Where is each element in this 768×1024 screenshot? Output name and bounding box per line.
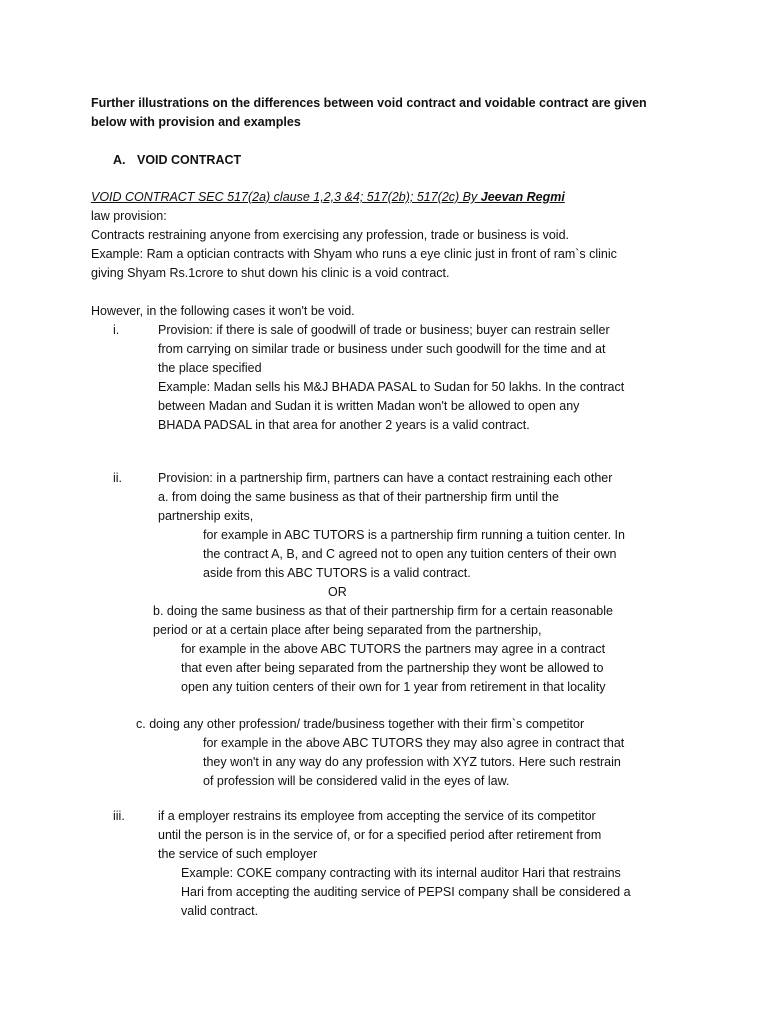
- section-title: VOID CONTRACT: [136, 153, 242, 167]
- example-line: valid contract.: [181, 904, 259, 918]
- byline-author: Jeevan Regmi: [480, 190, 565, 204]
- item-numeral: i.: [113, 323, 120, 337]
- item-line: between Madan and Sudan it is written Madan won't be allowed to open any: [158, 399, 580, 413]
- item-ii-c: c. doing any other profession/ trade/business together with their firm`s competitor: [136, 717, 585, 731]
- example-line: they won't in any way do any profession with XYZ tutors. Here such restrain: [203, 755, 621, 769]
- item-ii-example-b: [181, 640, 606, 697]
- item-ii-body: [158, 469, 612, 526]
- example-line: of profession will be considered valid in the eyes of law.: [203, 774, 510, 788]
- item-line: period or at a certain place after being separated from the partnership,: [153, 623, 542, 637]
- heading-line: Further illustrations on the differences between void contract and voidable contract are given: [91, 96, 647, 110]
- provision-text: Contracts restraining anyone from exercising any profession, trade or business is void.: [91, 228, 570, 242]
- item-numeral: iii.: [113, 809, 125, 823]
- item-line: from carrying on similar trade or business under such goodwill for the time and at: [158, 342, 606, 356]
- item-line: Provision: in a partnership firm, partners can have a contact restraining each other: [158, 471, 613, 485]
- law-provision-label: law provision:: [91, 209, 167, 223]
- byline: [91, 188, 617, 207]
- item-line: until the person is in the service of, or for a specified period after retirement from: [158, 828, 602, 842]
- example-line: open any tuition centers of their own for 1 year from retirement in that locality: [181, 680, 606, 694]
- item-line: if a employer restrains its employee from accepting the service of its competitor: [158, 809, 596, 823]
- or-separator: OR: [328, 585, 347, 599]
- item-line: BHADA PADSAL in that area for another 2 years is a valid contract.: [158, 418, 530, 432]
- item-ii-b: [153, 602, 613, 640]
- intro-block: [91, 188, 617, 283]
- item-numeral: ii.: [113, 471, 123, 485]
- example-line: the contract A, B, and C agreed not to open any tuition centers of their own: [203, 547, 617, 561]
- however-text: However, in the following cases it won't be void.: [91, 304, 355, 318]
- example-line: for example in the above ABC TUTORS they may also agree in contract that: [203, 736, 625, 750]
- example-line: Example: Ram a optician contracts with Shyam who runs a eye clinic just in front of ram`s clinic: [91, 247, 617, 261]
- item-ii-example-a: [203, 526, 625, 583]
- section-heading: [113, 151, 241, 170]
- example-line: for example in the above ABC TUTORS the partners may agree in a contract: [181, 642, 606, 656]
- item-line: Provision: if there is sale of goodwill of trade or business; buyer can restrain seller: [158, 323, 610, 337]
- example-line: Example: COKE company contracting with its internal auditor Hari that restrains: [181, 866, 621, 880]
- item-line: partnership exits,: [158, 509, 254, 523]
- item-line: the place specified: [158, 361, 262, 375]
- section-marker: A.: [113, 153, 126, 167]
- item-iii-example: [181, 864, 631, 921]
- example-line: giving Shyam Rs.1crore to shut down his clinic is a void contract.: [91, 266, 450, 280]
- example-line: for example in ABC TUTORS is a partnership firm running a tuition center. In: [203, 528, 625, 542]
- example-line: Hari from accepting the auditing service of PEPSI company shall be considered a: [181, 885, 631, 899]
- item-line: b. doing the same business as that of their partnership firm for a certain reasonable: [153, 604, 613, 618]
- item-line: Example: Madan sells his M&J BHADA PASAL to Sudan for 50 lakhs. In the contract: [158, 380, 625, 394]
- item-i-body: [158, 321, 624, 435]
- item-line: a. from doing the same business as that of their partnership firm until the: [158, 490, 559, 504]
- heading-line: below with provision and examples: [91, 115, 301, 129]
- item-line: the service of such employer: [158, 847, 318, 861]
- example-line: that even after being separated from the partnership they wont be allowed to: [181, 661, 604, 675]
- item-iii-body: [158, 807, 601, 864]
- document-heading: [91, 94, 647, 132]
- example-line: aside from this ABC TUTORS is a valid contract.: [203, 566, 471, 580]
- item-ii-example-c: [203, 734, 624, 791]
- byline-prefix: VOID CONTRACT SEC 517(2a) clause 1,2,3 &4; 517(2b); 517(2c) By: [91, 190, 481, 204]
